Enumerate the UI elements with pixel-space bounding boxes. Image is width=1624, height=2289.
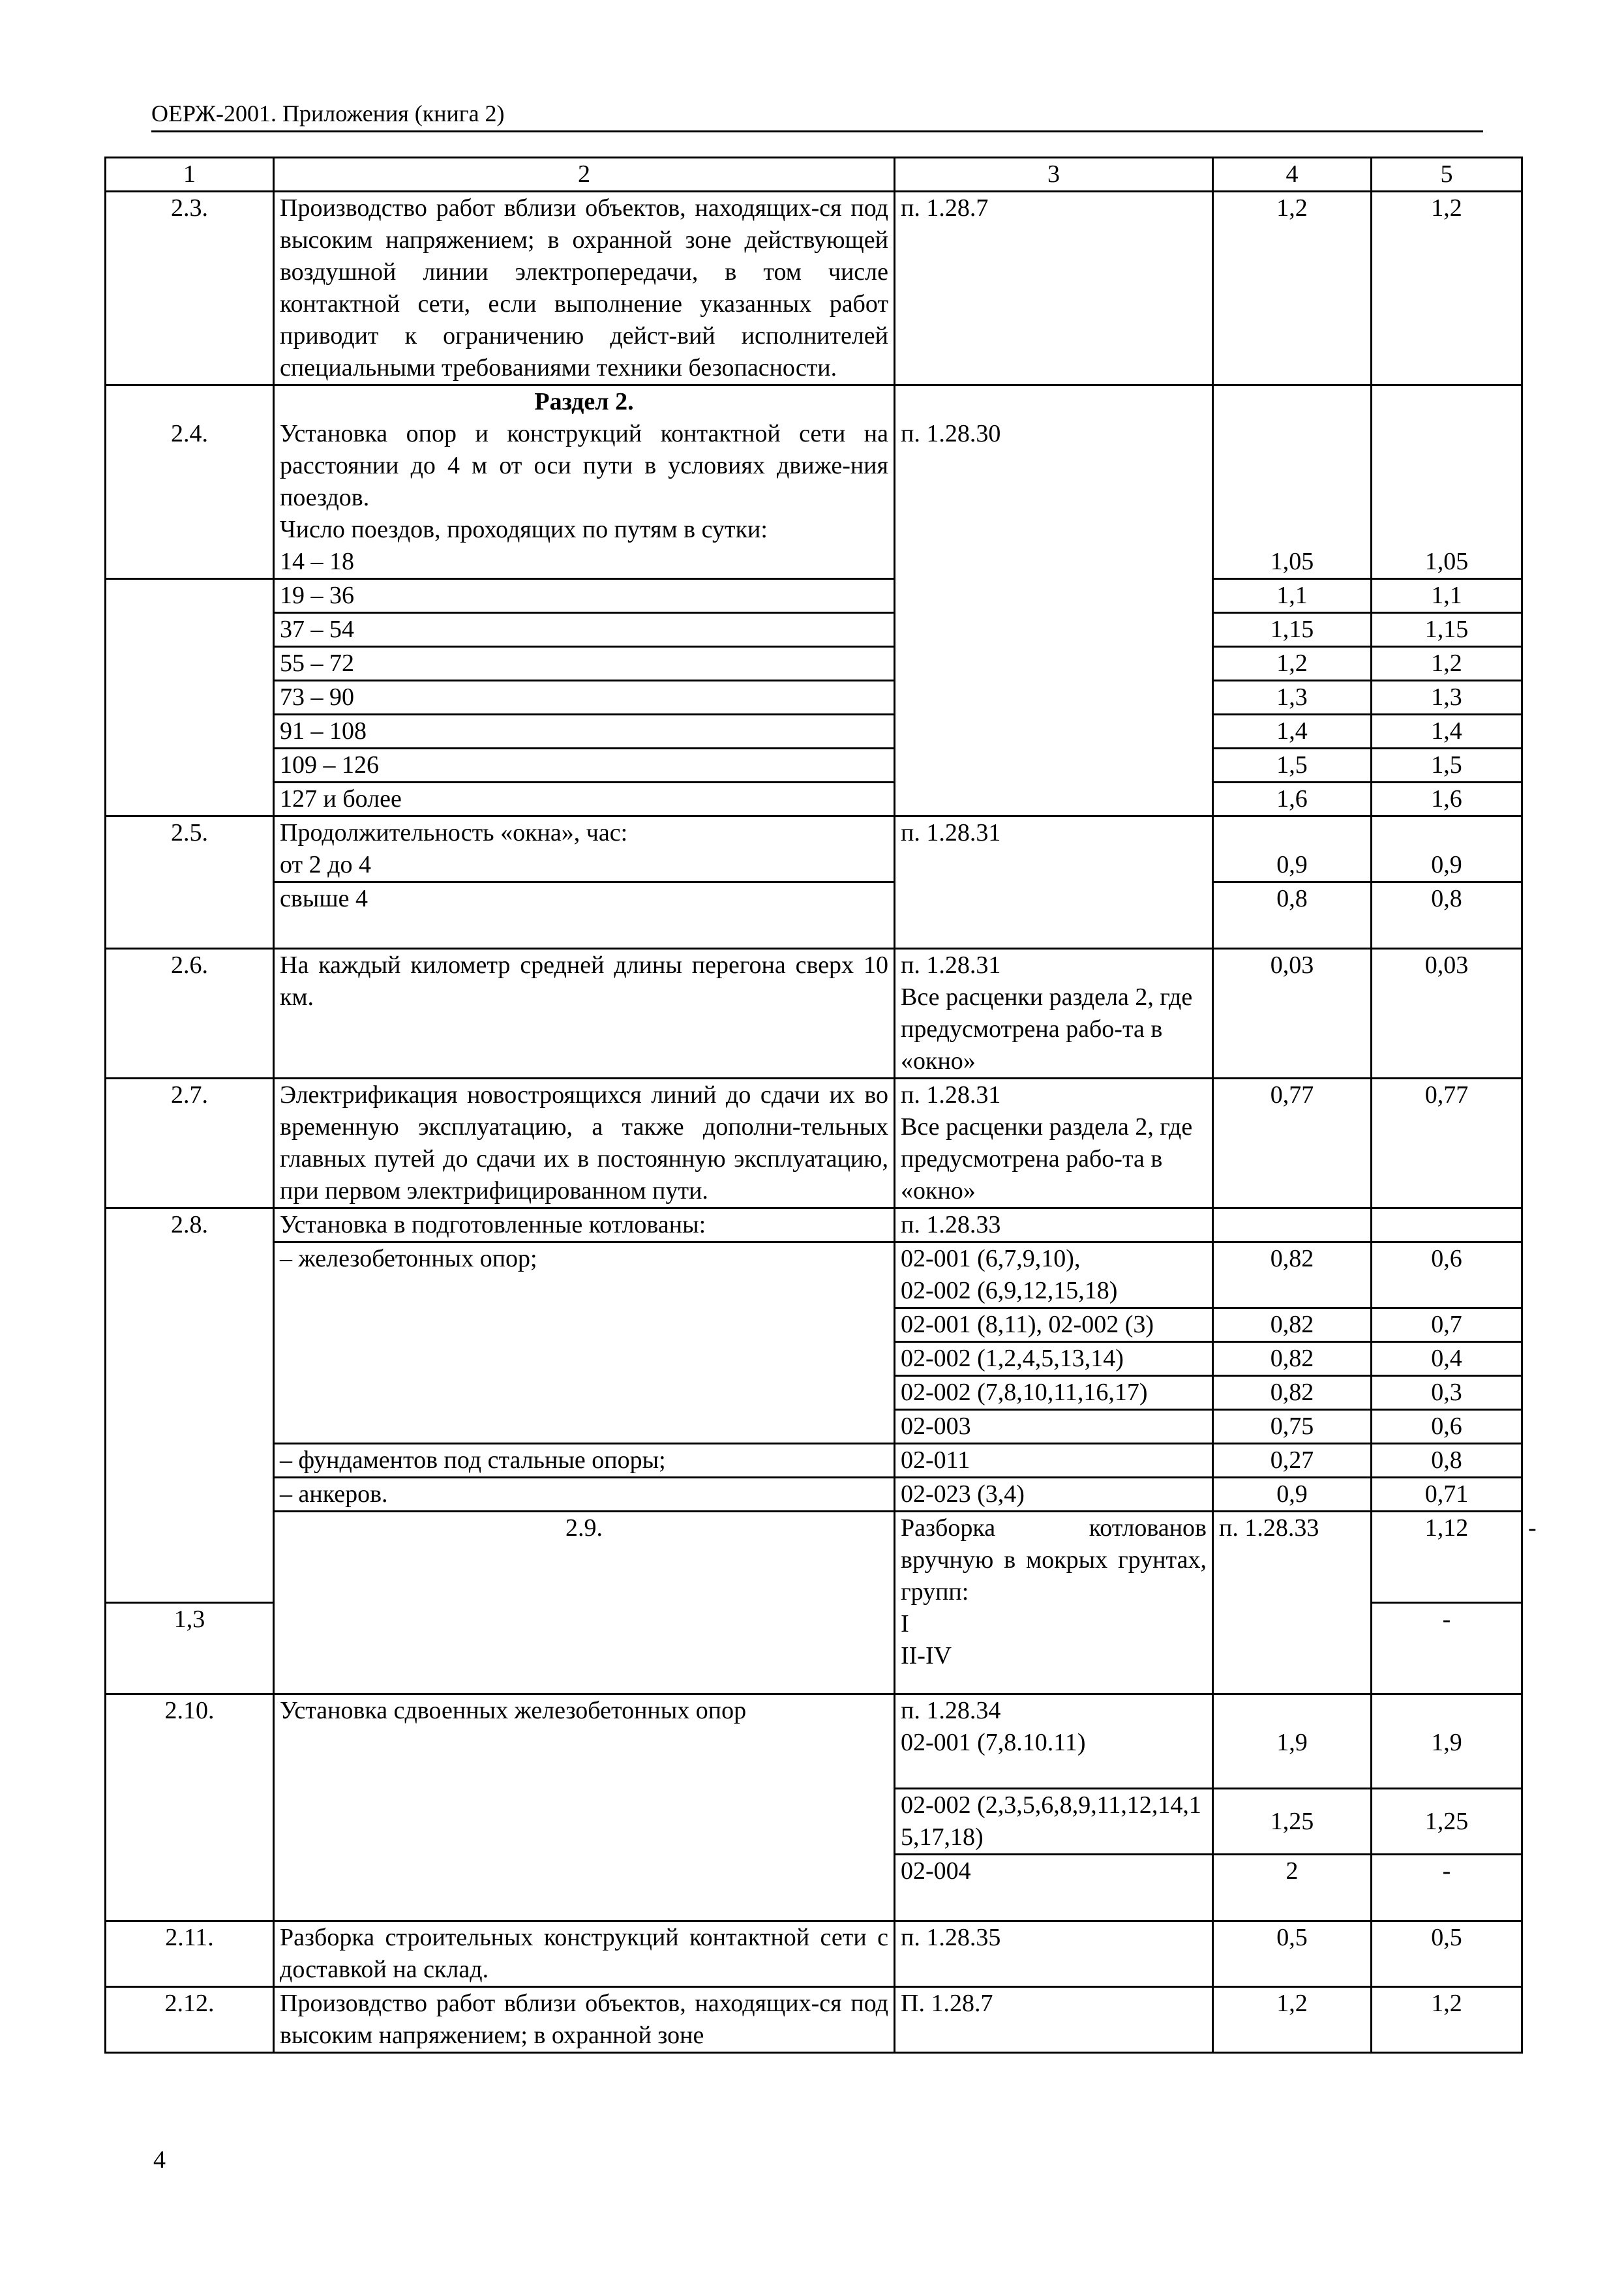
table-row — [106, 647, 1522, 681]
table-row — [106, 579, 1522, 613]
coef-col5: 1,5 — [1372, 749, 1522, 783]
row-number: 2.11. — [106, 1921, 274, 1987]
coef-col4: 1,15 — [1213, 613, 1372, 647]
coef-col5: 0,77 — [1372, 1079, 1522, 1208]
coef-col4: 0,9 — [1213, 816, 1372, 882]
range-label: 73 – 90 — [274, 681, 895, 715]
coef-col5: 0,5 — [1372, 1921, 1522, 1987]
range-label: 37 – 54 — [274, 613, 895, 647]
coef-col4: 0,03 — [1213, 949, 1372, 1079]
row-reference: П. 1.28.7 — [895, 1987, 1213, 2053]
page-number: 4 — [153, 2146, 166, 2174]
row-reference: 02-023 (3,4) — [895, 1478, 1213, 1512]
coef-col4-empty — [1213, 1208, 1372, 1242]
row-reference: 02-002 (1,2,4,5,13,14) — [895, 1342, 1213, 1376]
range-label: свыше 4 — [274, 882, 895, 949]
table-row — [106, 1478, 1522, 1512]
coef-col5: 1,4 — [1372, 715, 1522, 749]
row-reference — [895, 1694, 1213, 1789]
row-description: – железобетонных опор; — [274, 1242, 895, 1444]
table-row — [106, 816, 1522, 882]
ref-line: 02-001 (6,7,9,10), — [901, 1245, 1081, 1272]
soil-group-2: II-IV — [901, 1642, 952, 1669]
row-reference: 02-002 (2,3,5,6,8,9,11,12,14,15,17,18) — [895, 1789, 1213, 1855]
row-reference: 02-001 (8,11), 02-002 (3) — [895, 1308, 1213, 1342]
row-number: 2.5. — [106, 816, 274, 949]
table-row — [106, 681, 1522, 715]
coef-col5: 1,15 — [1372, 613, 1522, 647]
coef-col4: 0,82 — [1213, 1308, 1372, 1342]
col-header-1: 1 — [106, 158, 274, 192]
ref-note: Все расценки раздела 2, где предусмотрена рабо-та в «окно» — [901, 983, 1193, 1075]
row-text: Разборка котлованов вручную в мокрых грунтах, групп: — [901, 1514, 1207, 1606]
col-header-4: 4 — [1213, 158, 1372, 192]
table-row — [106, 1921, 1522, 1987]
row-description: Электрификация новостроящихся линий до сдачи их во временную эксплуатацию, а также дополни-тельных главных путей до сдачи их в постоянную эксплуатацию, при первом электрифицированном пути. — [274, 1079, 895, 1208]
table-row — [106, 783, 1522, 816]
ref-clause: п. 1.28.31 — [901, 1081, 1001, 1109]
row-reference: 02-004 — [895, 1855, 1213, 1921]
coef-col4: 0,9 — [1213, 1478, 1372, 1512]
col-header-2: 2 — [274, 158, 895, 192]
row-reference: п. 1.28.31 — [895, 816, 1213, 949]
row-description: Производство работ вблизи объектов, находящих-ся под высоким напряжением; в охранной зоне действующей воздушной линии электропередачи, в том числе контактной сети, если выполнение указанных работ приводит к ограничению дейст-вий исполнителей специальными требованиями техники безопасности. — [274, 192, 895, 385]
row-reference: 02-011 — [895, 1444, 1213, 1478]
table-row — [106, 1242, 1522, 1308]
row-description: Произовдство работ вблизи объектов, находящих-ся под высоким напряжением; в охранной зоне — [274, 1987, 895, 2053]
coef-col5: 0,8 — [1372, 1444, 1522, 1478]
range-label: 109 – 126 — [274, 749, 895, 783]
table-row — [106, 882, 1522, 949]
row-number: 2.3. — [106, 192, 274, 385]
row-reference: 02-002 (7,8,10,11,16,17) — [895, 1376, 1213, 1410]
row-reference: п. 1.28.7 — [895, 192, 1213, 385]
col-header-5: 5 — [1372, 158, 1522, 192]
coef-col5: 1,05 — [1372, 385, 1522, 579]
coef-col4: 0,82 — [1213, 1242, 1372, 1308]
table-row: 2.9. Разборка котлованов вручную в мокрых грунтах, групп: I II-IV п. 1.28.33 1,12 - — [106, 1512, 1522, 1603]
row-reference: п. 1.28.33 — [895, 1208, 1213, 1242]
section-title: Раздел 2. — [534, 388, 634, 415]
coef-col4: 1,4 — [1213, 715, 1372, 749]
coef-col4: 1,12 — [1372, 1512, 1522, 1603]
range-label: 55 – 72 — [274, 647, 895, 681]
coef-col5: 0,71 — [1372, 1478, 1522, 1512]
table-row — [106, 385, 1522, 579]
coef-col4: 1,2 — [1213, 1987, 1372, 2053]
row-reference: п. 1.28.30 — [895, 385, 1213, 816]
range-label: 14 – 18 — [280, 548, 354, 575]
coef-col4: 0,75 — [1213, 1410, 1372, 1444]
row-description: – анкеров. — [274, 1478, 895, 1512]
soil-group-1: I — [901, 1610, 909, 1638]
coef-col5: 1,1 — [1372, 579, 1522, 613]
row-number: 2.10. — [106, 1694, 274, 1921]
coef-col5: - — [1372, 1855, 1522, 1921]
coef-col4: 1,25 — [1213, 1789, 1372, 1855]
coef-col5: 0,6 — [1372, 1242, 1522, 1308]
row-number: 2.8. — [106, 1208, 274, 1603]
table-row — [106, 1208, 1522, 1242]
coefficients-table — [104, 157, 1537, 2054]
row-description — [274, 816, 895, 882]
table-row — [106, 613, 1522, 647]
row-number: 2.7. — [106, 1079, 274, 1208]
coef-col5: 1,6 — [1372, 783, 1522, 816]
coef-col4: 0,8 — [1213, 882, 1372, 949]
ref-line: 02-001 (7,8.10.11) — [901, 1729, 1086, 1756]
coef-col4: 1,9 — [1213, 1694, 1372, 1789]
coef-col5: 0,8 — [1372, 882, 1522, 949]
coef-col5: 1,3 — [1372, 681, 1522, 715]
range-label: от 2 до 4 — [280, 851, 371, 878]
row-reference: п. 1.28.33 — [1213, 1512, 1372, 1694]
coef-col4: 1,1 — [1213, 579, 1372, 613]
header-rule — [151, 130, 1483, 132]
coef-col4: 2 — [1213, 1855, 1372, 1921]
row-number: 2.6. — [106, 949, 274, 1079]
row-description: На каждый километр средней длины перегона сверх 10 км. — [274, 949, 895, 1079]
coef-col5: 1,25 — [1372, 1789, 1522, 1855]
coef-col4: 1,5 — [1213, 749, 1372, 783]
coef-col4: 0,27 — [1213, 1444, 1372, 1478]
coef-col4: 1,2 — [1213, 647, 1372, 681]
table-row — [106, 949, 1522, 1079]
ref-line: 02-002 (6,9,12,15,18) — [901, 1277, 1118, 1304]
row-description — [895, 1512, 1213, 1694]
coef-col4: 1,2 — [1213, 192, 1372, 385]
row-description: Установка в подготовленные котлованы: — [274, 1208, 895, 1242]
coef-col4: 0,82 — [1213, 1342, 1372, 1376]
coef-col5-empty — [1372, 1208, 1522, 1242]
coef-col5: 0,6 — [1372, 1410, 1522, 1444]
table-row — [106, 192, 1522, 385]
row-description: – фундаментов под стальные опоры; — [274, 1444, 895, 1478]
coef-col5: 1,2 — [1372, 1987, 1522, 2053]
range-label: 127 и более — [274, 783, 895, 816]
range-label: 91 – 108 — [274, 715, 895, 749]
row-number: 2.9. — [274, 1512, 895, 1694]
col-header-3: 3 — [895, 158, 1213, 192]
ref-clause: п. 1.28.34 — [901, 1697, 1001, 1724]
table-row — [106, 1444, 1522, 1478]
header-row — [106, 158, 1522, 192]
ref-note: Все расценки раздела 2, где предусмотрена рабо-та в «окно» — [901, 1113, 1193, 1204]
row-text: Продолжительность «окна», час: — [280, 819, 628, 846]
row-number: 2.12. — [106, 1987, 274, 2053]
range-label: 19 – 36 — [274, 579, 895, 613]
row-number-empty — [106, 579, 274, 816]
row-reference — [895, 1079, 1213, 1208]
coef-col4: 1,05 — [1213, 385, 1372, 579]
row-number: 2.4. — [106, 385, 274, 579]
coef-col4: 1,6 — [1213, 783, 1372, 816]
coef-col5: 1,2 — [1372, 647, 1522, 681]
row-reference — [895, 1242, 1213, 1308]
table-row — [106, 749, 1522, 783]
coef-col5: 0,9 — [1372, 816, 1522, 882]
row-reference: п. 1.28.35 — [895, 1921, 1213, 1987]
coef-col5: 0,7 — [1372, 1308, 1522, 1342]
coef-col4: 0,77 — [1213, 1079, 1372, 1208]
row-description — [274, 385, 895, 579]
ref-clause: п. 1.28.31 — [901, 951, 1001, 979]
coef-col5: 1,9 — [1372, 1694, 1522, 1789]
row-description: Разборка строительных конструкций контактной сети с доставкой на склад. — [274, 1921, 895, 1987]
running-header: ОЕРЖ-2001. Приложения (книга 2) — [151, 100, 505, 127]
coef-col5: - — [1372, 1603, 1522, 1694]
row-reference: 02-003 — [895, 1410, 1213, 1444]
coef-col4: 0,82 — [1213, 1376, 1372, 1410]
coef-col5: 0,3 — [1372, 1376, 1522, 1410]
table-row — [106, 1079, 1522, 1208]
row-subtext: Число поездов, проходящих по путям в сутки: — [280, 516, 768, 543]
row-description: Установка сдвоенных железобетонных опор — [274, 1694, 895, 1921]
coef-col5: 0,4 — [1372, 1342, 1522, 1376]
table-row — [106, 1987, 1522, 2053]
table-row — [106, 715, 1522, 749]
coef-col5: 1,2 — [1372, 192, 1522, 385]
coef-col4: 1,3 — [106, 1603, 274, 1694]
coef-col4: 0,5 — [1213, 1921, 1372, 1987]
row-reference — [895, 949, 1213, 1079]
coef-col5: 0,03 — [1372, 949, 1522, 1079]
table-row — [106, 1694, 1522, 1789]
coef-col4: 1,3 — [1213, 681, 1372, 715]
row-text: Установка опор и конструкций контактной сети на расстоянии до 4 м от оси пути в условиях движе-ния поездов. — [280, 420, 888, 511]
